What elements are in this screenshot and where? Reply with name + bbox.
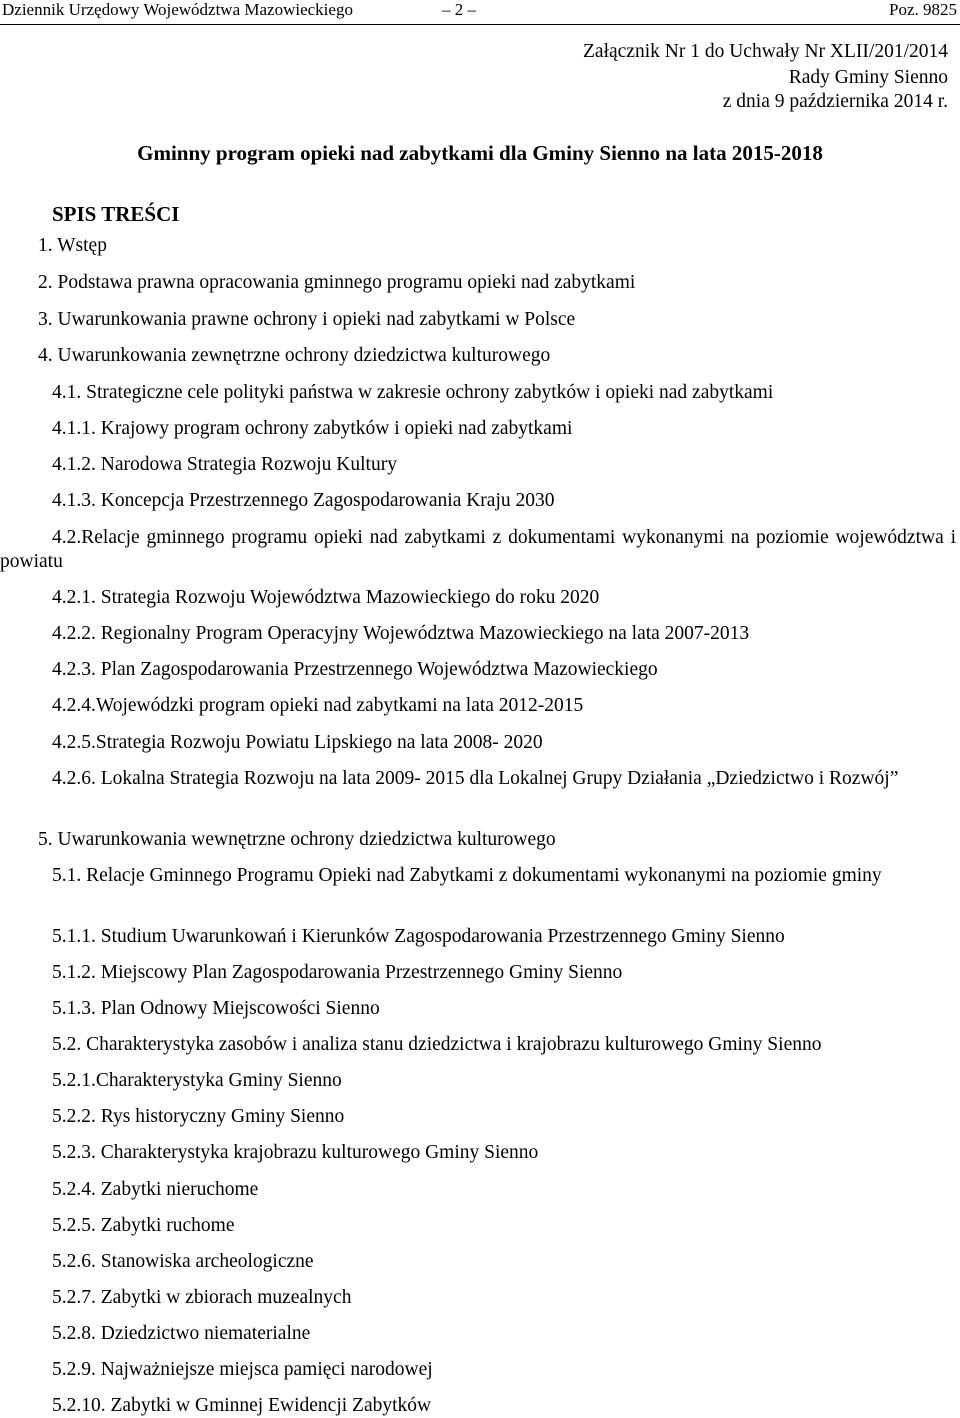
toc-item: 5.2.1.Charakterystyka Gminy Sienno [52, 1070, 342, 1091]
toc-item: 5.2.9. Najważniejsze miejsca pamięci narodowej [52, 1359, 433, 1380]
toc-item: 4.2.3. Plan Zagospodarowania Przestrzennego Województwa Mazowieckiego [52, 659, 658, 680]
toc-item: 4.1. Strategiczne cele polityki państwa w zakresie ochrony zabytków i opieki nad zabytkami [52, 382, 774, 403]
toc-item: 4.2.1. Strategia Rozwoju Województwa Mazowieckiego do roku 2020 [52, 587, 600, 608]
attachment-line-2: Rady Gminy Sienno [788, 67, 948, 88]
toc-item: 5.2.4. Zabytki nieruchome [52, 1179, 259, 1200]
toc-item: 5. Uwarunkowania wewnętrzne ochrony dziedzictwa kulturowego [38, 829, 556, 850]
toc-item: 4.2.Relacje gminnego programu opieki nad zabytkami z dokumentami wykonanymi na poziomie województwa i powiatu [0, 527, 956, 572]
toc-item: 4.2.2. Regionalny Program Operacyjny Województwa Mazowieckiego na lata 2007-2013 [52, 623, 750, 644]
toc-item: 5.2.5. Zabytki ruchome [52, 1215, 235, 1236]
toc-item: 2. Podstawa prawna opracowania gminnego programu opieki nad zabytkami [38, 272, 636, 293]
toc-item: 4.1.2. Narodowa Strategia Rozwoju Kultury [52, 454, 397, 475]
toc-item: 4.1.3. Koncepcja Przestrzennego Zagospodarowania Kraju 2030 [52, 490, 555, 511]
attachment-line-3: z dnia 9 października 2014 r. [722, 91, 948, 112]
toc-item: 5.1. Relacje Gminnego Programu Opieki nad Zabytkami z dokumentami wykonanymi na poziomie gminy [52, 865, 882, 886]
toc-item: 4.2.6. Lokalna Strategia Rozwoju na lata 2009- 2015 dla Lokalnej Grupy Działania „Dziedzictwo i Rozwój” [52, 768, 899, 789]
toc-item: 5.1.1. Studium Uwarunkowań i Kierunków Zagospodarowania Przestrzennego Gminy Sienno [52, 926, 785, 947]
toc-item: 5.2. Charakterystyka zasobów i analiza stanu dziedzictwa i krajobrazu kulturowego Gminy Sienno [52, 1034, 822, 1055]
toc-item: 1. Wstęp [38, 235, 107, 256]
journal-name: Dziennik Urzędowy Województwa Mazowieckiego [2, 0, 353, 19]
toc-item: 5.2.10. Zabytki w Gminnej Ewidencji Zabytków [52, 1395, 432, 1416]
toc-item: 5.1.3. Plan Odnowy Miejscowości Sienno [52, 998, 380, 1019]
toc-item: 4.1.1. Krajowy program ochrony zabytków i opieki nad zabytkami [52, 418, 573, 439]
toc-item: 5.1.2. Miejscowy Plan Zagospodarowania Przestrzennego Gminy Sienno [52, 962, 623, 983]
toc-item: 4.2.5.Strategia Rozwoju Powiatu Lipskiego na lata 2008- 2020 [52, 732, 543, 753]
document-title: Gminny program opieki nad zabytkami dla Gminy Sienno na lata 2015-2018 [137, 141, 823, 165]
toc-item: 4. Uwarunkowania zewnętrzne ochrony dziedzictwa kulturowego [38, 345, 551, 366]
page-header [0, 0, 960, 25]
toc-item: 4.2.4.Wojewódzki program opieki nad zabytkami na lata 2012-2015 [52, 695, 584, 716]
toc-item: 5.2.7. Zabytki w zbiorach muzealnych [52, 1287, 352, 1308]
attachment-line-1: Załącznik Nr 1 do Uchwały Nr XLII/201/2014 [583, 41, 948, 62]
page-number: – 2 – [442, 0, 476, 19]
toc-item: 3. Uwarunkowania prawne ochrony i opieki nad zabytkami w Polsce [38, 309, 576, 330]
toc-item: 5.2.2. Rys historyczny Gminy Sienno [52, 1106, 345, 1127]
toc-heading: SPIS TREŚCI [52, 202, 180, 226]
toc-item: 5.2.6. Stanowiska archeologiczne [52, 1251, 314, 1272]
position-number: Poz. 9825 [889, 0, 957, 19]
toc-item: 5.2.3. Charakterystyka krajobrazu kulturowego Gminy Sienno [52, 1142, 539, 1163]
toc-item: 5.2.8. Dziedzictwo niematerialne [52, 1323, 311, 1344]
